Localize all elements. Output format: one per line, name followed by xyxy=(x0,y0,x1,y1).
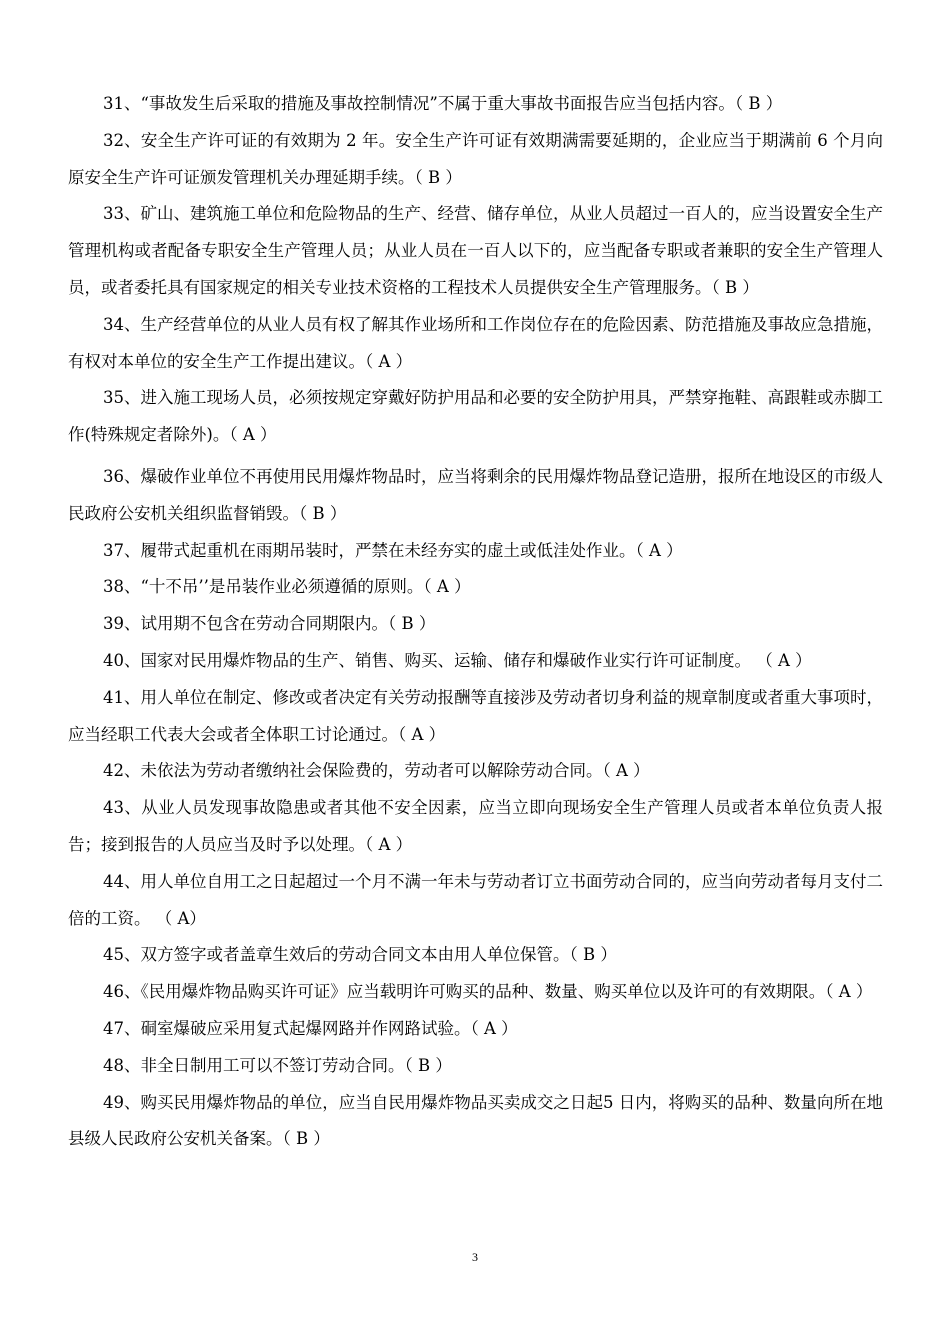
question-42: 42、未依法为劳动者缴纳社会保险费的，劳动者可以解除劳动合同。（ A ） xyxy=(103,761,650,781)
question-list xyxy=(68,86,883,1158)
question-31: 31、“事故发生后采取的措施及事故控制情况”不属于重大事故书面报告应当包括内容。（ B ） xyxy=(103,94,783,113)
question-41: 41、用人单位在制定、修改或者决定有关劳动报酬等直接涉及劳动者切身利益的规章制度或者重大事项时，应当经职工代表大会或者全体职工讨论通过。（ A ） xyxy=(68,687,883,744)
question-44: 44、用人单位自用工之日起超过一个月不满一年未与劳动者订立书面劳动合同的，应当向劳动者每月支付二倍的工资。 （ A） xyxy=(68,871,883,928)
question-35: 35、进入施工现场人员，必须按规定穿戴好防护用品和必要的安全防护用具，严禁穿拖鞋、高跟鞋或赤脚工作(特殊规定者除外)。（ A ） xyxy=(68,388,883,445)
question-32: 32、安全生产许可证的有效期为 2 年。安全生产许可证有效期满需要延期的，企业应当于期满前 6 个月向原安全生产许可证颁发管理机关办理延期手续。（ B ） xyxy=(68,130,883,187)
question-46: 46、《民用爆炸物品购买许可证》应当载明许可购买的品种、数量、购买单位以及许可的有效期限。（ A ） xyxy=(103,982,873,1002)
question-49: 49、购买民用爆炸物品的单位，应当自民用爆炸物品买卖成交之日起5 日内，将购买的品种、数量向所在地县级人民政府公安机关备案。（ B ） xyxy=(68,1092,883,1149)
question-38: 38、“十不吊’’是吊装作业必须遵循的原则。（ A ） xyxy=(103,577,471,597)
question-48: 48、非全日制用工可以不签订劳动合同。（ B ） xyxy=(103,1055,452,1075)
question-43: 43、从业人员发现事故隐患或者其他不安全因素，应当立即向现场安全生产管理人员或者本单位负责人报告；接到报告的人员应当及时予以处理。（ A ） xyxy=(68,798,883,854)
question-36: 36、爆破作业单位不再使用民用爆炸物品时，应当将剩余的民用爆炸物品登记造册，报所在地设区的市级人民政府公安机关组织监督销毁。（ B ） xyxy=(68,466,883,523)
question-37: 37、履带式起重机在雨期吊装时，严禁在未经夯实的虚土或低洼处作业。（ A ） xyxy=(103,540,683,560)
question-45: 45、双方签字或者盖章生效后的劳动合同文本由用人单位保管。（ B ） xyxy=(103,945,617,965)
page-number: 3 xyxy=(472,1250,478,1264)
question-40: 40、国家对民用爆炸物品的生产、销售、购买、运输、储存和爆破作业实行许可证制度。 （ A ） xyxy=(103,650,812,670)
question-34: 34、生产经营单位的从业人员有权了解其作业场所和工作岗位存在的危险因素、防范措施及事故应急措施，有权对本单位的安全生产工作提出建议。（ A ） xyxy=(68,314,883,371)
question-47: 47、硐室爆破应采用复式起爆网路并作网路试验。（ A ） xyxy=(103,1018,518,1038)
question-33: 33、矿山、建筑施工单位和危险物品的生产、经营、储存单位，从业人员超过一百人的，应当设置安全生产管理机构或者配备专职安全生产管理人员；从业人员在一百人以下的，应当配备专职或者兼职的安全生产管理人员，或者委托具有国家规定的相关专业技术资格的工程技术人员提供安全生产管理服务。（ B ） xyxy=(68,204,883,297)
question-39: 39、试用期不包含在劳动合同期限内。（ B ） xyxy=(103,614,436,634)
